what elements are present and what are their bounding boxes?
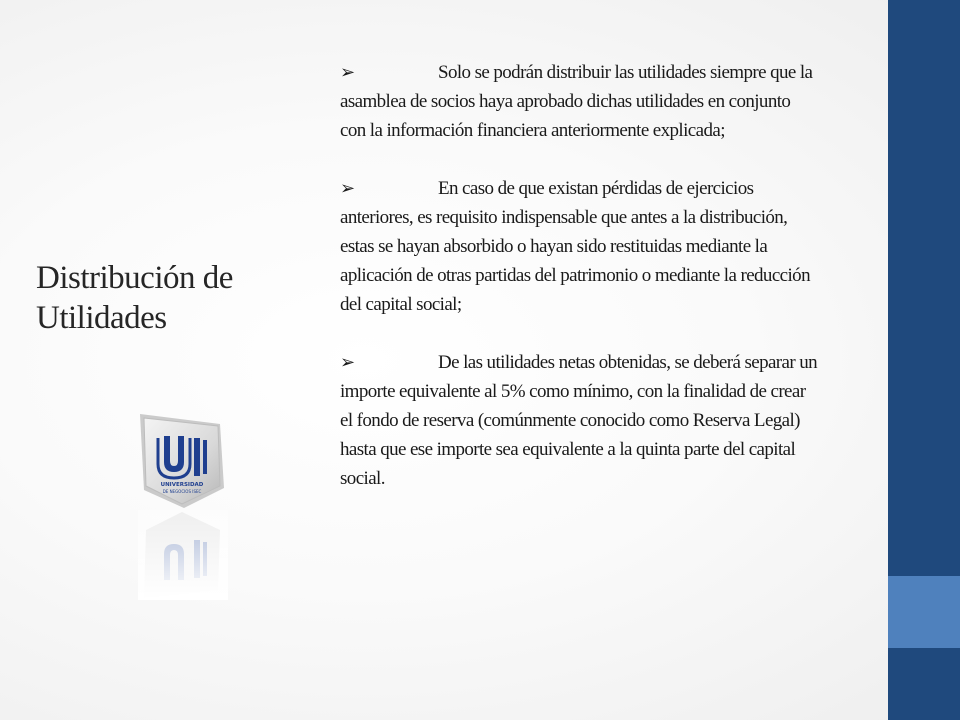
bullet-item	[340, 348, 820, 493]
slide-title: Distribución de Utilidades	[36, 260, 233, 336]
bullet-text: Solo se podrán distribuir las utilidades siempre que la asamblea de socios haya aprobado dichas utilidades en conjunto con la información financiera anteriormente explicada;	[340, 62, 813, 141]
logo-shield	[140, 414, 224, 508]
bullet-item	[340, 174, 820, 319]
side-accent-block	[888, 576, 960, 648]
bullet-item	[340, 58, 820, 145]
arrow-bullet-icon: ➢	[340, 352, 355, 373]
arrow-bullet-icon: ➢	[340, 178, 355, 199]
arrow-bullet-icon: ➢	[340, 62, 355, 83]
logo-text-1: UNIVERSIDAD	[160, 482, 204, 488]
bullet-text: De las utilidades netas obtenidas, se deberá separar un importe equivalente al 5% como mínimo, con la finalidad de crear el fondo de reserva (comúnmente conocido como Reserva Legal) hasta que ese importe sea equivalente a la quinta parte del capital social.	[340, 352, 818, 489]
bullet-list	[340, 58, 820, 493]
university-logo	[138, 410, 228, 600]
logo-text-2: DE NEGOCIOS ISEC	[162, 489, 202, 494]
side-color-bar	[888, 0, 960, 720]
bullet-text: En caso de que existan pérdidas de ejercicios anteriores, es requisito indispensable que antes a la distribución, estas se hayan absorbido o hayan sido restituidas mediante la aplicación de otras partidas del patrimonio o mediante la reducción del capital social;	[340, 178, 810, 315]
